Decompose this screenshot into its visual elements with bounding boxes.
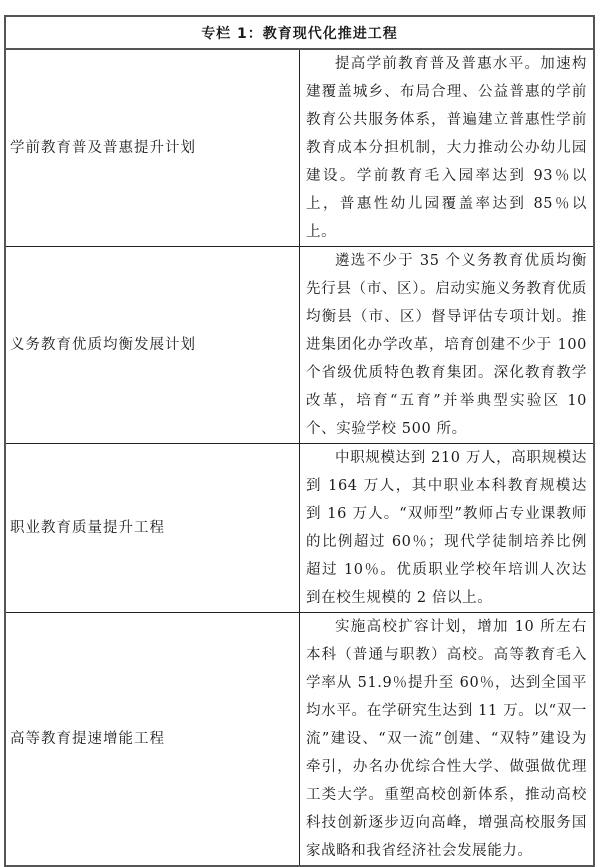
education-modernization-box <box>4 15 595 867</box>
row-label-preschool: 学前教育普及普惠提升计划 <box>5 49 300 247</box>
row-body-higher-ed: 实施高校扩容计划，增加 10 所左右本科（普通与职教）高校。高等教育毛入学率从 51.9％提升至 60％，达到全国平均水平。在学研究生达到 11 万。以“双一流”建设、“双一流”创建、“双特”建设为牵引，办名办优综合性大学、做强做优理工类大学。重塑高校创新体系，推动高校科技创新逐步迈向高峰，增强高校服务国家战略和我省经济社会发展能力。 <box>300 613 595 867</box>
row-label-compulsory: 义务教育优质均衡发展计划 <box>5 247 300 444</box>
table-row <box>5 247 594 444</box>
row-body-vocational: 中职规模达到 210 万人，高职规模达到 164 万人，其中职业本科教育规模达到 16 万人。“双师型”教师占专业课教师的比例超过 60％；现代学徒制培养比例超过 10％。优质职业学校年培训人次达到在校生规模的 2 倍以上。 <box>300 444 595 613</box>
row-label-vocational: 职业教育质量提升工程 <box>5 444 300 613</box>
table-row <box>5 613 594 867</box>
box-header-row <box>5 16 594 49</box>
row-body-compulsory: 遴选不少于 35 个义务教育优质均衡先行县（市、区）。启动实施义务教育优质均衡县（市、区）督导评估专项计划。推进集团化办学改革，培育创建不少于 100 个省级优质特色教育集团。深化教育教学改革，培育“五育”并举典型实验区 10 个、实验学校 500 所。 <box>300 247 595 444</box>
row-label-higher-ed: 高等教育提速增能工程 <box>5 613 300 867</box>
box-title: 专栏 1：教育现代化推进工程 <box>5 16 594 49</box>
table-row <box>5 444 594 613</box>
row-body-preschool: 提高学前教育普及普惠水平。加速构建覆盖城乡、布局合理、公益普惠的学前教育公共服务体系，普遍建立普惠性学前教育成本分担机制，大力推动公办幼儿园建设。学前教育毛入园率达到 93％以上，普惠性幼儿园覆盖率达到 85％以上。 <box>300 49 595 247</box>
table-row <box>5 49 594 247</box>
